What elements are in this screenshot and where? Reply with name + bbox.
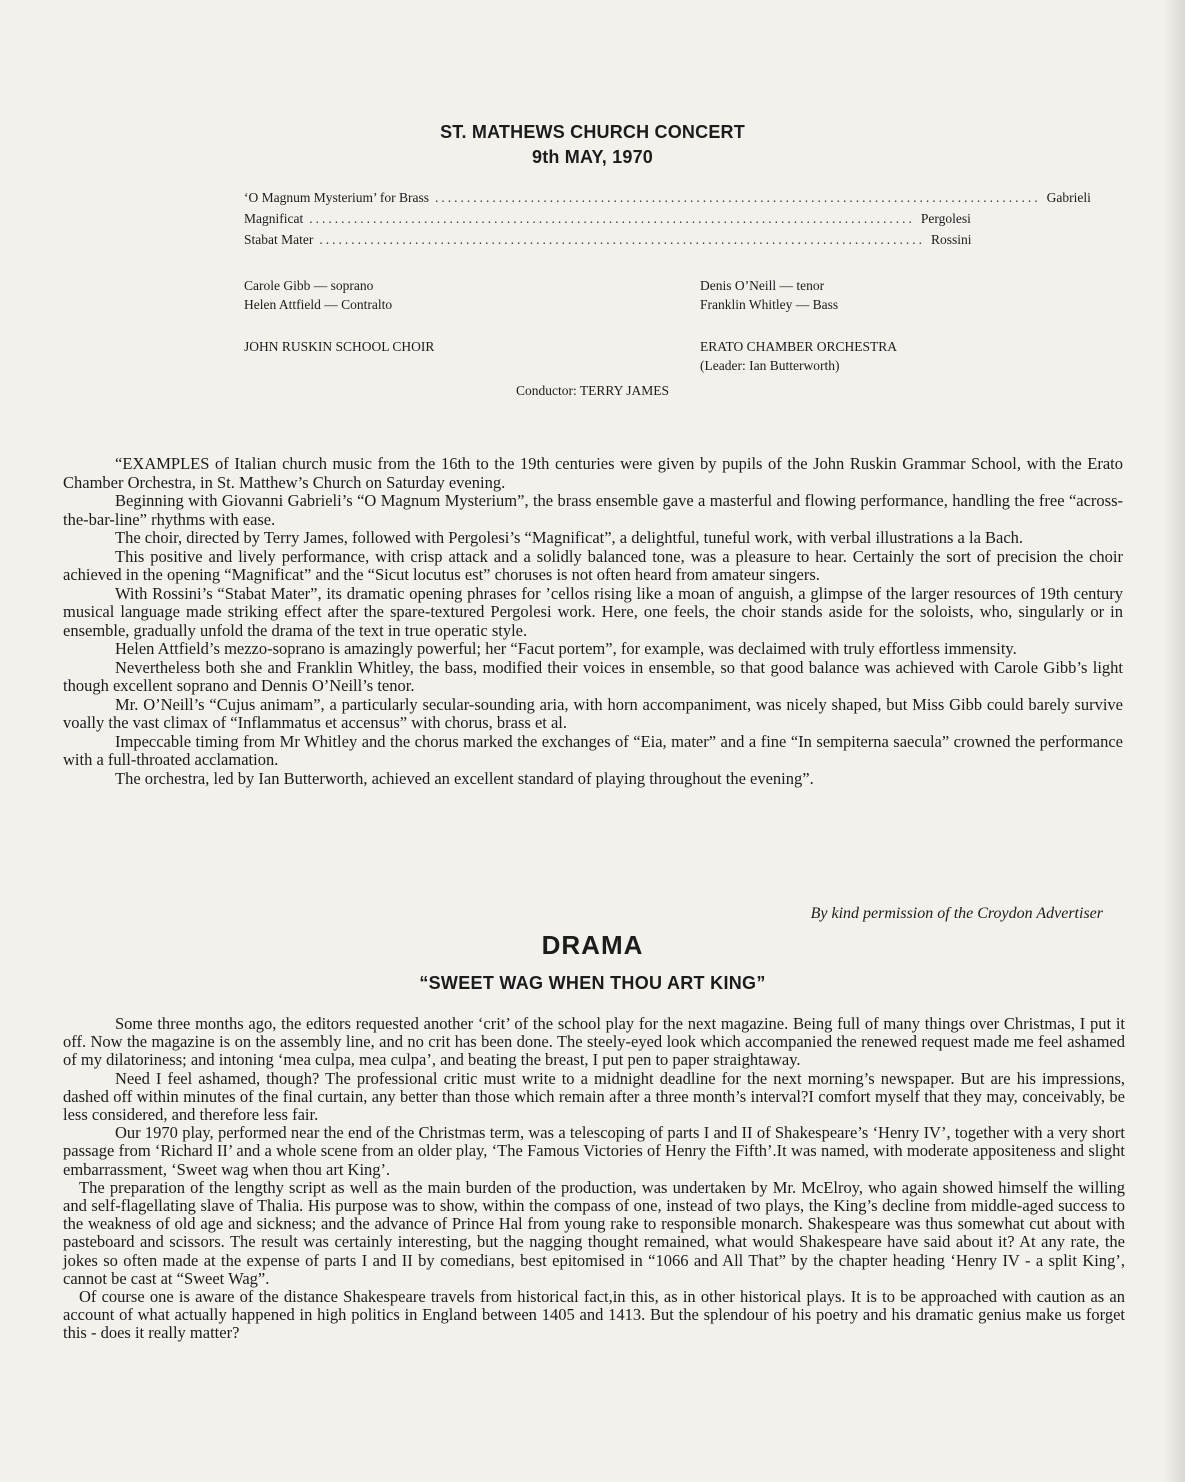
review-paragraph: Impeccable timing from Mr Whitley and the chorus marked the exchanges of “Eia, mater” and a fine “In sempiterna saecula” crowned the performance with a full-throated acclamation. xyxy=(63,731,1123,769)
leader-dots: ............................................................................................... xyxy=(319,232,925,247)
review-paragraph: The choir, directed by Terry James, followed with Pergolesi’s “Magnificat”, a delightful, tuneful work, with verbal illustrations a la Bach. xyxy=(115,528,1024,547)
soloists-right xyxy=(700,276,838,314)
program-item xyxy=(244,211,971,232)
drama-paragraph: The preparation of the lengthy script as well as the main burden of the production, was undertaken by Mr. McElroy, who again showed himself the willing and self-flagellating slave of Thalia. His purpose was to show, within the compass of one, instead of two plays, the King’s decline from middle-aged success to the weakness of old age and sickness; and the advance of Prince Hal from young rake to responsible monarch. Shakespeare was thus somewhat cut about with pasteboard and scissors. The result was certainly interesting, but the nagging thought remained, what would Shakespeare have said about it? At any rate, the jokes so often made at the expense of parts I and II by comedians, best epitomised in “1066 and All That” by the chapter heading ‘Henry IV - a split King’, cannot be cast at “Sweet Wag”. xyxy=(63,1177,1125,1288)
leader-dots: ............................................................................................... xyxy=(434,190,1041,205)
leader-dots: ............................................................................................... xyxy=(309,211,915,226)
choir-name: JOHN RUSKIN SCHOOL CHOIR xyxy=(244,339,435,354)
concert-title: ST. MATHEWS CHURCH CONCERT xyxy=(440,122,745,142)
review-paragraph: With Rossini’s “Stabat Mater”, its dramatic opening phrases for ’cellos rising like a moan of anguish, a glimpse of the larger resources of 19th century musical language made striking effect after the spare-textured Pergolesi work. Here, one feels, the choir stands aside for the soloists, who, singularly or in ensemble, gradually unfold the drama of the text in true operatic style. xyxy=(63,583,1123,640)
concert-program xyxy=(244,190,1091,253)
soloists-left xyxy=(244,276,392,314)
orchestra-leader: (Leader: Ian Butterworth) xyxy=(700,358,840,373)
conductor-line: Conductor: TERRY JAMES xyxy=(515,383,669,398)
soloist: Denis O’Neill — tenor xyxy=(700,278,825,293)
drama-paragraph: Need I feel ashamed, though? The professional critic must write to a midnight deadline for the next morning’s newspaper. But are his impressions, dashed off within minutes of the final curtain, any better than those which remain after a three month’s interval?I comfort myself that they may, conceivably, be less considered, and therefore less fair. xyxy=(63,1068,1125,1125)
drama-paragraph: Our 1970 play, performed near the end of the Christmas term, was a telescoping of parts I and II of Shakespeare’s ‘Henry IV’, together with a very short passage from ‘Richard II’ and a whole scene from an older play, ‘The Famous Victories of Henry the Fifth’.It was named, with moderate appositeness and slight embarrassment, ‘Sweet wag when thou art King’. xyxy=(63,1123,1125,1179)
review-paragraph: Nevertheless both she and Franklin Whitley, the bass, modified their voices in ensemble, so that good balance was achieved with Carole Gibb’s light though excellent soprano and Dennis O’Neill’s tenor. xyxy=(63,657,1123,695)
review-paragraph: Beginning with Giovanni Gabrieli’s “O Magnum Mysterium”, the brass ensemble gave a masterful and flowing performance, handling the free “across-the-bar-line” rhythms with ease. xyxy=(63,491,1123,529)
review-paragraph: “EXAMPLES of Italian church music from the 16th to the 19th centuries were given by pupils of the John Ruskin Grammar School, with the Erato Chamber Orchestra, in St. Matthew’s Church on Saturday evening. xyxy=(63,454,1123,492)
soloist: Carole Gibb — soprano xyxy=(244,278,374,293)
concert-review xyxy=(63,455,1123,788)
drama-article xyxy=(63,1015,1125,1343)
orchestra-name: ERATO CHAMBER ORCHESTRA xyxy=(700,339,898,354)
program-item xyxy=(244,232,972,253)
drama-subheading: “SWEET WAG WHEN THOU ART KING” xyxy=(419,973,766,993)
program-piece-title: Stabat Mater xyxy=(244,232,314,247)
page-edge-shadow xyxy=(1163,0,1185,1482)
program-composer: Gabrieli xyxy=(1046,190,1091,205)
program-piece-title: ‘O Magnum Mysterium’ for Brass xyxy=(244,190,429,205)
review-paragraph: The orchestra, led by Ian Butterworth, achieved an excellent standard of playing throughout the evening”. xyxy=(115,768,814,788)
drama-paragraph: Of course one is aware of the distance Shakespeare travels from historical fact,in this, as in other historical plays. It is to be approached with caution as an account of what actually happened in high politics in England between 1405 and 1413. But the splendour of his poetry and his dramatic genius make us forget this - does it really matter? xyxy=(63,1287,1125,1343)
review-paragraph: Helen Attfield’s mezzo-soprano is amazingly powerful; her “Facut portem”, for example, was declaimed with truly effortless immensity. xyxy=(115,639,1017,658)
program-composer: Rossini xyxy=(930,232,972,247)
review-credit: By kind permission of the Croydon Advertiser xyxy=(810,905,1103,922)
soloist: Helen Attfield — Contralto xyxy=(244,297,393,312)
program-item xyxy=(244,190,1091,211)
soloist: Franklin Whitley — Bass xyxy=(700,297,839,312)
review-paragraph: This positive and lively performance, with crisp attack and a solidly balanced tone, was a pleasure to hear. Certainly the sort of precision the choir achieved in the opening “Magnificat” and the “Sicut locutus est” choruses is not often heard from amateur singers. xyxy=(63,546,1123,584)
drama-heading: DRAMA xyxy=(541,930,644,960)
drama-paragraph: Some three months ago, the editors requested another ‘crit’ of the school play for the next magazine. Being full of many things over Christmas, I put it off. Now the magazine is on the assembly line, and no crit has been done. The steely-eyed look which accompanied the renewed request made me feel ashamed of my dilatoriness; and intoning ‘mea culpa, mea culpa’, and beating the breast, I put pen to paper straightaway. xyxy=(63,1014,1125,1070)
program-piece-title: Magnificat xyxy=(244,211,304,226)
orchestra-block xyxy=(700,337,897,375)
review-paragraph: Mr. O’Neill’s “Cujus animam”, a particularly secular-sounding aria, with horn accompaniment, was nicely shaped, but Miss Gibb could barely survive voally the vast climax of “Inflammatus et accensus” with chorus, brass et al. xyxy=(63,694,1123,732)
concert-date: 9th MAY, 1970 xyxy=(532,147,653,167)
program-composer: Pergolesi xyxy=(920,211,971,226)
